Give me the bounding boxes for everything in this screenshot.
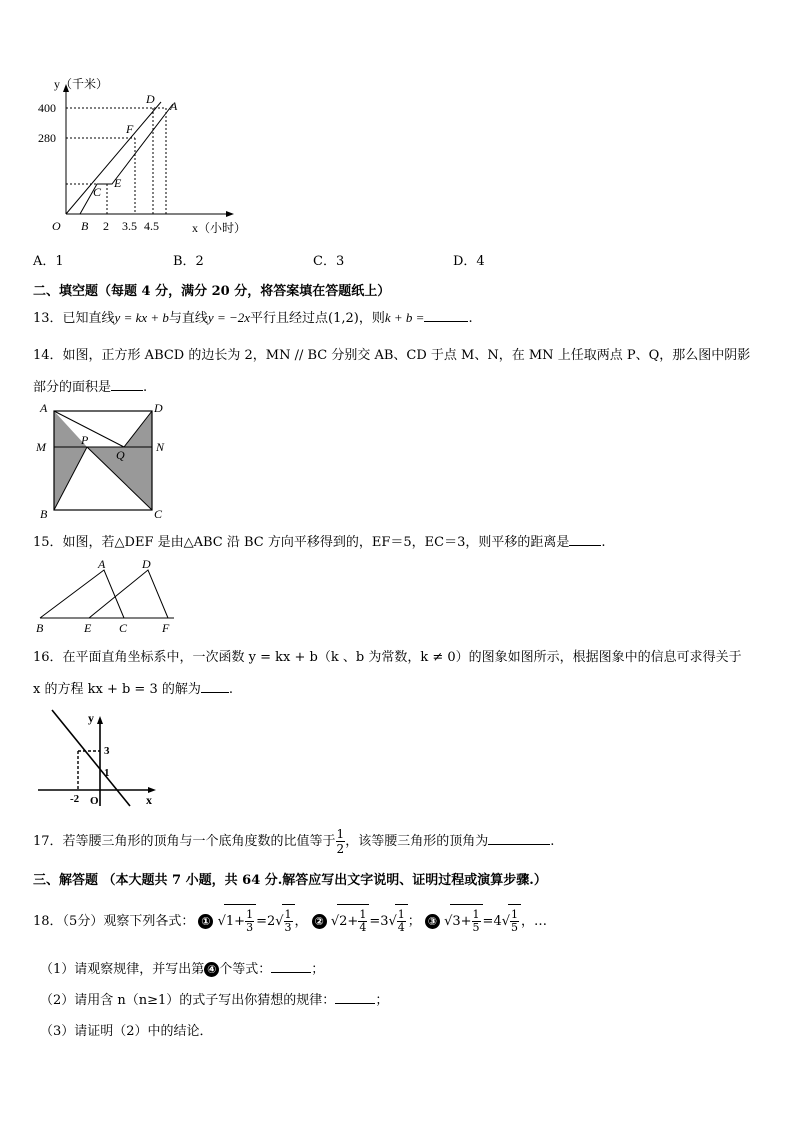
label-Q: Q (116, 448, 125, 462)
point-D: D (146, 92, 155, 106)
q15-answer-blank (569, 545, 601, 546)
xtick-O: O (52, 219, 61, 233)
linear-function-graph (34, 706, 164, 810)
q16-answer-blank (201, 692, 229, 693)
q12-option-a: A．1 (33, 254, 64, 269)
label-P: P (81, 433, 89, 447)
label-O: O (90, 795, 99, 807)
q12-option-d: D．4 (453, 254, 485, 269)
ytick-400: 400 (38, 101, 56, 115)
distance-time-graph (30, 70, 260, 240)
q14-answer-blank (111, 390, 143, 391)
label-3: 3 (104, 745, 110, 757)
point-F: F (126, 122, 134, 136)
label-M: M (36, 440, 46, 454)
square-shaded-diagram (34, 398, 174, 520)
xtick-B: B (81, 219, 89, 233)
section3-heading: 三、解答题 （本大题共 7 小题，共 64 分.解答应写出文字说明、证明过程或演算步骤.） (33, 873, 547, 888)
q12-option-c: C．3 (313, 254, 345, 269)
q13: 13．已知直线y = kx + b与直线y = −2x平行且经过点(1,2)，则k + b = . (33, 310, 473, 326)
xtick-3.5: 3.5 (122, 219, 137, 233)
graph-x-label: x（小时） (192, 221, 247, 235)
axis-x: x (146, 793, 152, 807)
ytick-280: 280 (38, 131, 56, 145)
label-C: C (119, 621, 128, 635)
label-B: B (36, 621, 44, 635)
q18-part1: （1）请观察规律，并写出第 ④ 个等式： ； (40, 962, 325, 977)
q17-answer-blank (488, 844, 550, 845)
q18-part3: （3）请证明（2）中的结论． (40, 1024, 213, 1039)
q13-answer-blank (424, 321, 468, 322)
label-F: F (162, 621, 170, 635)
q18-part2-blank (335, 1003, 375, 1004)
label-D: D (154, 401, 163, 415)
q18-part1-blank (271, 972, 311, 973)
eq-marker-1: ① (198, 914, 213, 929)
label-1: 1 (104, 767, 110, 779)
point-A: A (170, 99, 178, 113)
q18-equations: 18．（5分）观察下列各式： ① √1+ $\frac{1}{3}$ =2√ $\frac{1}{3}$ ， ② √2+ $\frac{1}{4}$ =3√ $\frac{1}{4}$ ； ③ √3+ $\frac{1}{5}$ =4√ $\frac{1}{5}$ ，… (33, 904, 547, 939)
axis-y: y (88, 711, 94, 725)
q12-option-b: B．2 (173, 254, 204, 269)
label-neg2: -2 (70, 793, 80, 805)
q17: 17．若等腰三角形的顶角与一个底角度数的比值等于 $\frac{1}{2}$ ，该等腰三角形的顶角为 . (33, 827, 555, 856)
xtick-2: 2 (103, 219, 109, 233)
label-D: D (142, 557, 151, 571)
eq-marker-3: ③ (425, 914, 440, 929)
line-OD (66, 102, 161, 214)
point-C: C (93, 185, 102, 199)
q14-line1: 14．如图，正方形 ABCD 的边长为 2，MN // BC 分别交 AB、CD 于点 M、N，在 MN 上任取两点 P、Q，那么图中阴影 (33, 348, 751, 363)
translated-triangles-diagram (34, 555, 184, 637)
xtick-4.5: 4.5 (144, 219, 159, 233)
eq-marker-2: ② (312, 914, 327, 929)
graph-y-label: y（千米） (54, 77, 109, 91)
q14-line2: 部分的面积是 . (33, 380, 148, 395)
label-A: A (98, 557, 106, 571)
label-B: B (40, 507, 48, 520)
q16-line2: x 的方程 kx + b = 3 的解为 . (33, 682, 233, 697)
label-C: C (154, 507, 163, 520)
q18-part2: （2）请用含 n（n≥1）的式子写出你猜想的规律： ； (40, 993, 389, 1008)
section2-heading: 二、填空题（每题 4 分，满分 20 分，将答案填在答题纸上） (33, 284, 391, 299)
label-A: A (40, 401, 48, 415)
label-N: N (156, 440, 165, 454)
q16-line1: 16．在平面直角坐标系中，一次函数 y = kx + b（k 、b 为常数，k ≠ 0）的图象如图所示，根据图象中的信息可求得关于 (33, 650, 742, 665)
label-E: E (84, 621, 92, 635)
q15: 15．如图，若△DEF 是由△ABC 沿 BC 方向平移得到的，EF＝5，EC＝3，则平移的距离是 . (33, 535, 606, 550)
point-E: E (114, 176, 122, 190)
